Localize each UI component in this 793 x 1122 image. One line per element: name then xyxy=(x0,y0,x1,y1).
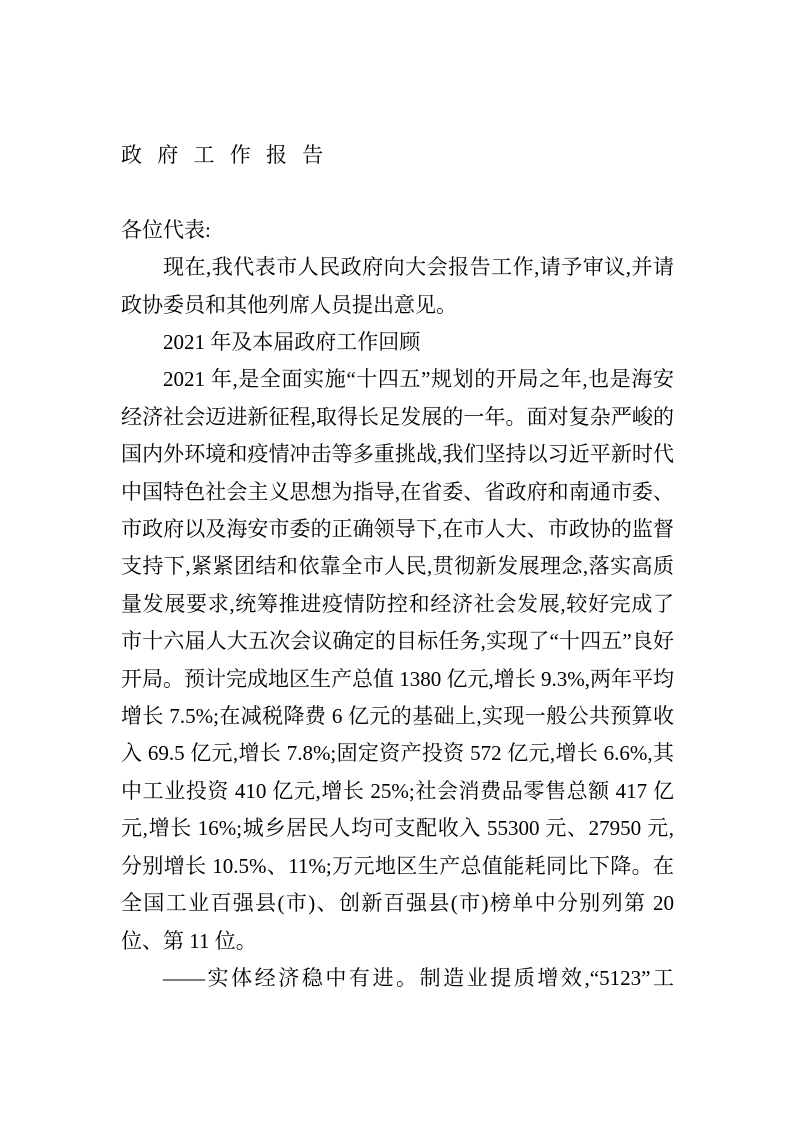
document-title: 政 府 工 作 报 告 xyxy=(121,143,329,167)
document-content xyxy=(121,137,674,997)
paragraph-real-economy: ——实体经济稳中有进。制造业提质增效,“5123”工 xyxy=(163,965,674,990)
paragraph-opening: 现在,我代表市人民政府向大会报告工作,请予审议,并请政协委员和其他列席人员提出意见。 xyxy=(121,255,674,317)
paragraph-2021-achievements: 2021 年,是全面实施“十四五”规划的开局之年,也是海安经济社会迈进新征程,取得长足发展的一年。面对复杂严峻的国内外环境和疫情冲击等多重挑战,我们坚持以习近平新时代中国特色社会主义思想为指导,在省委、省政府和南通市委、市政府以及海安市委的正确领导下,在市人大、市政协的监督支持下,紧紧团结和依靠全市人民,贯彻新发展理念,落实高质量发展要求,统筹推进疫情防控和经济社会发展,较好完成了市十六届人大五次会议确定的目标任务,实现了“十四五”良好开局。预计完成地区生产总值 1380 亿元,增长 9.3%,两年平均增长 7.5%;在减税降费 6 亿元的基础上,实现一般公共预算收入 69.5 亿元,增长 7.8%;固定资产投资 572 亿元,增长 6.6%,其中工业投资 410 亿元,增长 25%;社会消费品零售总额 417 亿元,增长 16%;城乡居民人均可支配收入 55300 元、27950 元,分别增长 10.5%、11%;万元地区生产总值能耗同比下降。在全国工业百强县(市)、创新百强县(市)榜单中分别列第 20 位、第 11 位。 xyxy=(121,367,674,953)
section-heading-2021-review: 2021 年及本届政府工作回顾 xyxy=(163,330,421,355)
salutation-line: 各位代表: xyxy=(121,217,211,242)
